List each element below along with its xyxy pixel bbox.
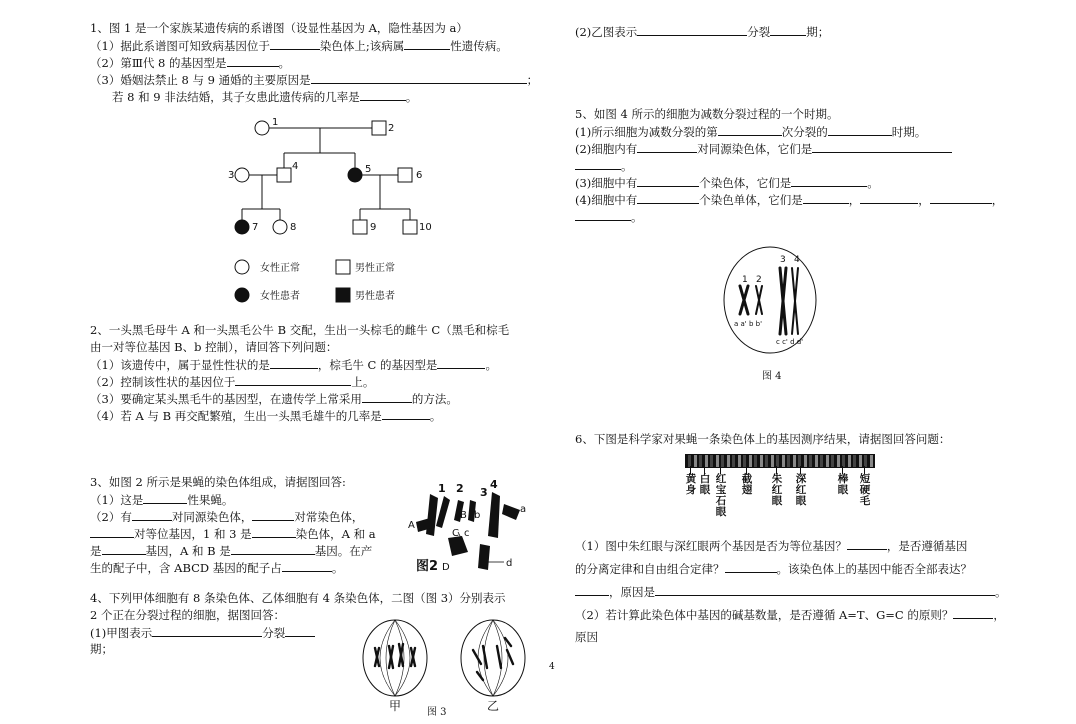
answer-blank[interactable] — [102, 543, 146, 555]
pedigree-label: 5 — [365, 164, 372, 175]
q1-title: 1、图 1 是一个家族某遗传病的系谱图（设显性基因为 A，隐性基因为 a） — [90, 21, 468, 35]
fig2-gene-label: B — [460, 510, 467, 521]
legend-male-normal-symbol — [336, 260, 350, 274]
answer-blank[interactable] — [725, 561, 777, 573]
q4-item1: (1)甲图表示 分裂 — [90, 625, 315, 640]
pedigree-1-female-normal — [255, 121, 269, 135]
q2-item3: （3）要确定某头黑毛牛的基因型，在遗传学上常采用 的方法。 — [90, 392, 458, 406]
chromosome — [436, 496, 450, 528]
answer-blank[interactable] — [930, 192, 992, 204]
legend-female-normal-symbol — [235, 260, 249, 274]
q1-item4: 若 8 和 9 非法结婚，其子女患此遗传病的几率是 。 — [112, 90, 418, 104]
answer-blank[interactable] — [362, 391, 412, 403]
answer-blank[interactable] — [143, 492, 187, 504]
fig2-gene-label: c — [464, 528, 470, 539]
fig2-gene-label: b — [474, 510, 481, 521]
answer-blank[interactable] — [270, 357, 318, 369]
pedigree-label: 1 — [272, 117, 279, 128]
right-column — [540, 0, 1076, 724]
fig2-label: 1 — [438, 482, 446, 495]
q6-item1-cont2: ，原因是 。 — [575, 584, 1007, 599]
chromosome — [488, 492, 500, 538]
q5-item2: (2)细胞内有 对同源染色体，它们是 — [575, 141, 952, 156]
cell-jia — [363, 620, 427, 696]
pedigree-label: 8 — [290, 222, 297, 233]
cell-yi — [461, 620, 525, 696]
answer-blank[interactable] — [311, 72, 527, 84]
q6-item2-cont: 原因 — [575, 630, 598, 644]
q3-item4: 是 基因，A 和 B 是 基因。在产 — [90, 544, 373, 558]
gene-label: 红宝石眼 — [715, 473, 727, 518]
answer-blank[interactable] — [152, 625, 262, 637]
pedigree-8-female-normal — [273, 220, 287, 234]
fig2-label: 3 — [480, 486, 488, 499]
page-number: 4 — [549, 662, 555, 672]
q1-item3: （3）婚姻法禁止 8 与 9 通婚的主要原因是 ； — [90, 73, 539, 87]
answer-blank[interactable] — [437, 357, 485, 369]
gene-label: 朱红眼 — [771, 473, 783, 507]
fig3-caption: 图 3 — [427, 707, 447, 718]
answer-blank[interactable] — [770, 24, 806, 36]
fig2-gene-label: d — [506, 558, 513, 569]
answer-blank[interactable] — [828, 124, 892, 136]
pedigree-7-female-affected — [235, 220, 249, 234]
answer-blank[interactable] — [235, 374, 351, 386]
gene-label: 截翅 — [741, 473, 753, 496]
fig2-label: 4 — [490, 478, 498, 491]
legend-female-normal-label: 女性正常 — [260, 263, 300, 274]
fig3-jia-label: 甲 — [389, 699, 402, 713]
chromosome-bar — [685, 454, 875, 468]
fig4-label: 3 — [780, 255, 786, 265]
q3-line1: 3、如图 2 所示是果蝇的染色体组成，请据图回答: — [90, 475, 346, 489]
pedigree-5-female-affected — [348, 168, 362, 182]
pedigree-label: 9 — [370, 222, 377, 233]
answer-blank[interactable] — [382, 408, 430, 420]
fig2-gene-label: A — [408, 520, 415, 531]
q3-item1: （1）这是 性果蝇。 — [90, 493, 234, 507]
answer-blank[interactable] — [791, 175, 867, 187]
chromosome — [448, 536, 468, 556]
fig3-yi-label: 乙 — [487, 699, 500, 713]
q5-item1: (1)所示细胞为减数分裂的第 次分裂的 时期。 — [575, 125, 927, 139]
answer-blank[interactable] — [953, 607, 993, 619]
q5-item4: (4)细胞中有 个染色单体，它们是 ， ， ， — [575, 193, 1004, 207]
q5-item2-cont: 。 — [575, 158, 633, 173]
answer-blank[interactable] — [404, 38, 450, 50]
q2-line2: 由一对等位基因 B、b 控制），请回答下列问题： — [90, 340, 338, 354]
pedigree-9-male-normal — [353, 220, 367, 234]
q3-item3: 对等位基因，1 和 3 是 染色体，A 和 a — [90, 526, 376, 541]
q2-item1: （1）该遗传中，属于显性性状的是 ，棕毛牛 C 的基因型是 。 — [90, 358, 497, 372]
pedigree-label: 2 — [388, 123, 395, 134]
q6-line1: 6、下图是科学家对果蝇一条染色体上的基因测序结果，请据图回答问题： — [575, 432, 951, 446]
answer-blank[interactable] — [575, 209, 631, 221]
answer-blank[interactable] — [637, 24, 747, 36]
chromosome — [502, 504, 520, 520]
pedigree-3-female-normal — [235, 168, 249, 182]
fig4-gene-labels: c c' d d' — [776, 338, 804, 346]
answer-blank[interactable] — [637, 141, 697, 153]
q4-line1: 4、下列甲体细胞有 8 条染色体、乙体细胞有 4 条染色体，二图（图 3）分别表示 — [90, 591, 506, 605]
pedigree-label: 6 — [416, 170, 423, 181]
q2-item4: （4）若 A 与 B 再交配繁殖，生出一头黑毛雄牛的几率是 。 — [90, 409, 442, 423]
gene-label: 棒眼 — [837, 473, 849, 496]
answer-blank[interactable] — [637, 175, 699, 187]
gene-label: 短硬毛 — [859, 473, 871, 507]
fig4-caption: 图 4 — [762, 371, 782, 382]
answer-blank[interactable] — [655, 584, 995, 596]
legend-male-affected-symbol — [336, 288, 350, 302]
pedigree-label: 4 — [292, 161, 299, 172]
pedigree-label: 7 — [252, 222, 259, 233]
q6-item2: （2）若计算此染色体中基因的碱基数量，是否遵循 A=T、G=C 的原则？ ， — [575, 608, 1005, 622]
q4-item1-cont: 期； — [90, 642, 113, 656]
gene-label: 白眼 — [699, 473, 711, 496]
q3-item5: 生的配子中，含 ABCD 基因的配子占 。 — [90, 561, 344, 575]
q5-item3: (3)细胞中有 个染色体，它们是 。 — [575, 176, 879, 190]
answer-blank[interactable] — [360, 89, 406, 101]
pedigree-label: 3 — [228, 170, 235, 181]
answer-blank[interactable] — [575, 584, 609, 596]
answer-blank[interactable] — [132, 509, 172, 521]
pedigree-4-male-normal — [277, 168, 291, 182]
fig2-caption: 图2 — [416, 559, 439, 574]
q5-item4-cont: 。 — [575, 209, 643, 224]
answer-blank[interactable] — [637, 192, 699, 204]
fig2-gene-label: C — [452, 528, 459, 539]
answer-blank[interactable] — [270, 38, 320, 50]
legend-female-affected-symbol — [235, 288, 249, 302]
answer-blank[interactable] — [860, 192, 918, 204]
answer-blank[interactable] — [90, 526, 134, 538]
answer-blank[interactable] — [252, 526, 296, 538]
fig2-gene-label: a — [520, 504, 527, 515]
q3-item2: （2）有 对同源染色体， 对常染色体， — [90, 510, 364, 524]
legend-female-affected-label: 女性患者 — [260, 291, 300, 302]
answer-blank[interactable] — [575, 158, 621, 170]
q1-item2: （2）第Ⅲ代 8 的基因型是 。 — [90, 56, 291, 70]
q4-line2: 2 个正在分裂过程的细胞，据图回答： — [90, 608, 285, 622]
pedigree-2-male-normal — [372, 121, 386, 135]
fruitfly-chromosome-figure — [408, 478, 532, 578]
answer-blank[interactable] — [803, 192, 849, 204]
q5-line1: 5、如图 4 所示的细胞为减数分裂过程的一个时期。 — [575, 107, 839, 121]
chromosome — [426, 494, 438, 536]
q6-item1: （1）图中朱红眼与深红眼两个基因是否为等位基因？ ，是否遵循基因 — [575, 539, 968, 553]
pedigree-6-male-normal — [398, 168, 412, 182]
fig2-gene-label: D — [442, 562, 450, 573]
q2-line1: 2、一头黑毛母牛 A 和一头黑毛公牛 B 交配，生出一头棕毛的雌牛 C（黑毛和棕毛 — [90, 323, 510, 337]
chromosome — [478, 544, 490, 570]
answer-blank[interactable] — [252, 509, 294, 521]
q6-item1-cont: 的分离定律和自由组合定律？ 。该染色体上的基因中能否全部表达？ — [575, 562, 972, 576]
gene-label: 黄身 — [685, 473, 697, 496]
fig4-label: 2 — [756, 275, 762, 285]
fig4-label: 1 — [742, 275, 748, 285]
q4-item2: (2)乙图表示 分裂 期； — [575, 25, 830, 39]
meiosis-cell-figure — [720, 244, 820, 356]
answer-blank[interactable] — [285, 625, 315, 637]
answer-blank[interactable] — [847, 538, 887, 550]
answer-blank[interactable] — [282, 560, 332, 572]
answer-blank[interactable] — [231, 543, 315, 555]
fig4-gene-labels: a a' b b' — [734, 320, 762, 328]
q2-item2: （2）控制该性状的基因位于 上。 — [90, 375, 375, 389]
q1-item1: （1）据此系谱图可知致病基因位于 染色体上;该病属 性遗传病。 — [90, 39, 508, 53]
fig4-label: 4 — [794, 255, 800, 265]
answer-blank[interactable] — [718, 124, 782, 136]
pedigree-label: 10 — [419, 222, 432, 233]
pedigree-figure — [222, 112, 432, 308]
answer-blank[interactable] — [812, 141, 952, 153]
fig2-label: 2 — [456, 482, 464, 495]
legend-male-normal-label: 男性正常 — [355, 263, 395, 274]
gene-map-figure — [685, 454, 875, 526]
gene-label: 深红眼 — [795, 473, 807, 507]
pedigree-10-male-normal — [403, 220, 417, 234]
answer-blank[interactable] — [227, 55, 279, 67]
legend-male-affected-label: 男性患者 — [355, 291, 395, 302]
